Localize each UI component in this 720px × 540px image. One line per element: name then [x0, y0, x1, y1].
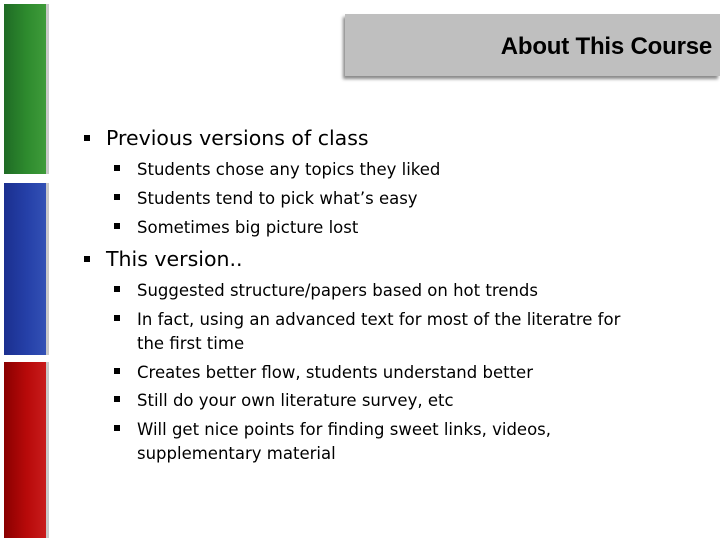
decor-bar-red-shadow: [46, 362, 49, 538]
square-bullet-icon: [84, 256, 90, 262]
bullet-text: Previous versions of class: [106, 126, 369, 150]
square-bullet-icon: [114, 223, 120, 229]
square-bullet-icon: [114, 368, 120, 374]
bullet-text: Will get nice points for finding sweet links, videos,: [137, 420, 552, 439]
square-bullet-icon: [84, 135, 90, 141]
square-bullet-icon: [114, 425, 120, 431]
bullet-text: supplementary material: [137, 444, 336, 463]
bullet-text: Suggested structure/papers based on hot trends: [137, 281, 538, 300]
bullet-text: Students tend to pick what’s easy: [137, 189, 418, 208]
decor-bar-red: [4, 362, 46, 538]
square-bullet-icon: [114, 194, 120, 200]
decor-bar-blue-shadow: [46, 183, 49, 355]
decor-bar-green: [4, 4, 46, 174]
square-bullet-icon: [114, 286, 120, 292]
slide-title: About This Course: [500, 33, 712, 60]
square-bullet-icon: [114, 315, 120, 321]
decor-bar-blue: [4, 183, 46, 355]
bullet-text: the first time: [137, 334, 245, 353]
bullet-text: In fact, using an advanced text for most of the literatre for: [137, 310, 621, 329]
bullet-text: Sometimes big picture lost: [137, 218, 359, 237]
bullet-text: Students chose any topics they liked: [137, 160, 441, 179]
square-bullet-icon: [114, 396, 120, 402]
bullet-text: Creates better flow, students understand better: [137, 363, 533, 382]
square-bullet-icon: [114, 165, 120, 171]
bullet-text: Still do your own literature survey, etc: [137, 391, 454, 410]
bullet-text: This version..: [106, 247, 243, 271]
decor-bar-green-shadow: [46, 4, 49, 174]
